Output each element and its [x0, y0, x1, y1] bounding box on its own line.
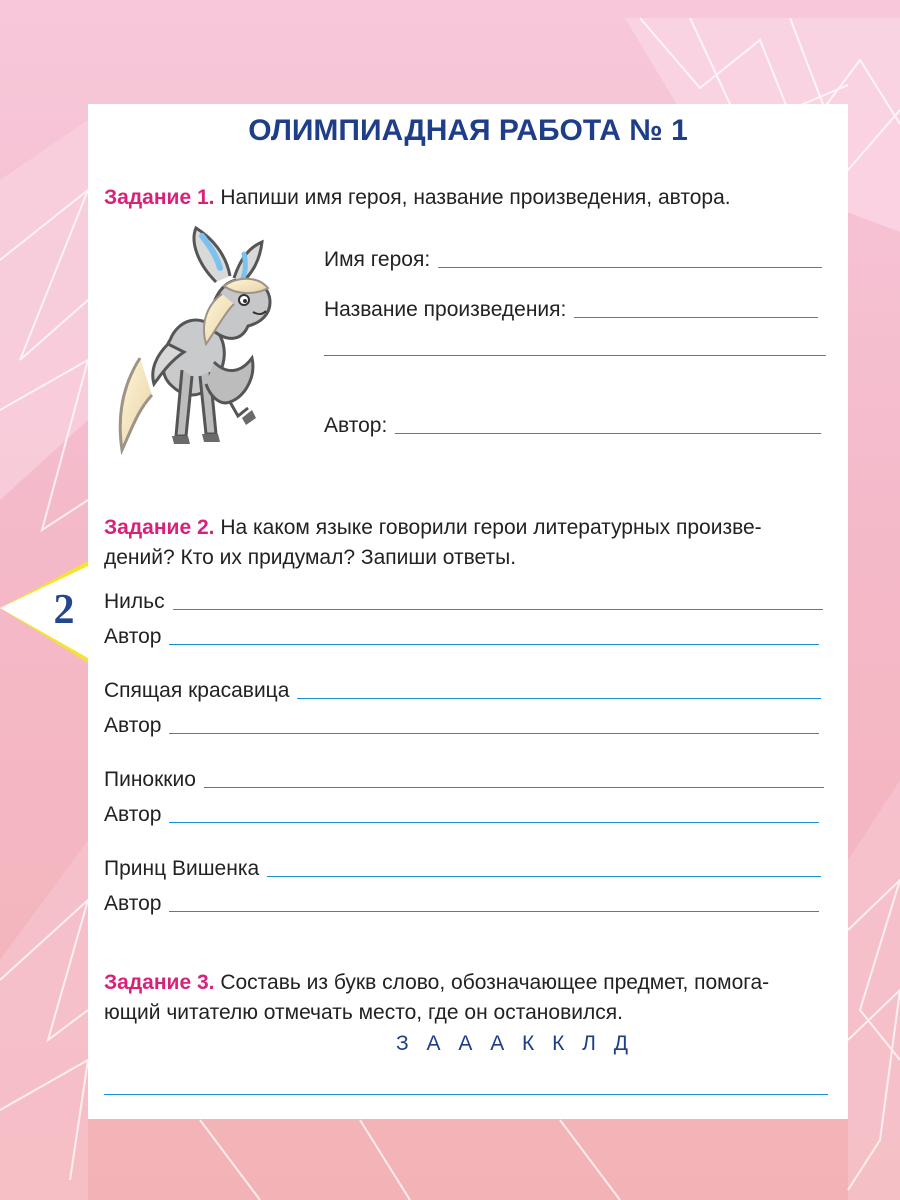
sleeping-beauty-row	[104, 679, 821, 703]
work-title-label: Название произведения:	[324, 298, 567, 321]
work-title-field[interactable]	[574, 317, 818, 318]
task-3-line-2: ющий читателю отмечать место, где он остановился.	[104, 1001, 623, 1024]
pinocchio-author-label: Автор	[104, 803, 162, 826]
task-1-instruction	[104, 183, 834, 213]
pinocchio-author-field[interactable]	[169, 822, 819, 823]
work-title-second-line[interactable]	[324, 355, 826, 356]
pinocchio-label: Пиноккио	[104, 768, 196, 791]
prince-cherry-author-label: Автор	[104, 892, 162, 915]
task-3-instruction	[104, 968, 834, 1028]
author-label: Автор:	[324, 414, 388, 437]
hero-name-field[interactable]	[438, 267, 822, 268]
pinocchio-row	[104, 768, 824, 792]
nils-author-field[interactable]	[169, 644, 819, 645]
task-2-line-2: дений? Кто их придумал? Запиши ответы.	[104, 546, 517, 569]
prince-cherry-label: Принц Вишенка	[104, 857, 260, 880]
sleeping-beauty-author-label: Автор	[104, 714, 162, 737]
author-row	[324, 414, 821, 438]
sleeping-beauty-answer-field[interactable]	[297, 698, 821, 699]
hero-name-label: Имя героя:	[324, 248, 431, 271]
hero-name-row	[324, 248, 822, 272]
task-3-line-1: Составь из букв слово, обозначающее предмет, помога-	[220, 971, 770, 994]
sleeping-beauty-label: Спящая красавица	[104, 679, 290, 702]
task-1-label: Задание 1.	[104, 186, 215, 209]
nils-author-row	[104, 625, 819, 649]
pinocchio-answer-field[interactable]	[204, 787, 824, 788]
prince-cherry-author-row	[104, 892, 819, 916]
horse-illustration	[98, 220, 282, 466]
prince-cherry-row	[104, 857, 821, 881]
page-title: ОЛИМПИАДНАЯ РАБОТА № 1	[248, 114, 688, 147]
task-3-answer-field[interactable]	[104, 1094, 828, 1095]
nils-label: Нильс	[104, 590, 165, 613]
task-3-label: Задание 3.	[104, 971, 215, 994]
sleeping-beauty-author-field[interactable]	[169, 733, 819, 734]
prince-cherry-author-field[interactable]	[169, 911, 819, 912]
sleeping-beauty-author-row	[104, 714, 819, 738]
prince-cherry-answer-field[interactable]	[267, 876, 821, 877]
author-field[interactable]	[395, 433, 821, 434]
task-2-label: Задание 2.	[104, 516, 215, 539]
task-1-text: Напиши имя героя, название произведения, автора.	[220, 186, 731, 209]
nils-row	[104, 590, 823, 614]
scrambled-letters: З А А А К К Л Д	[396, 1032, 635, 1055]
nils-answer-field[interactable]	[173, 609, 823, 610]
task-2-line-1: На каком языке говорили герои литературных произве-	[220, 516, 762, 539]
work-title-row	[324, 298, 818, 322]
task-2-instruction	[104, 513, 834, 573]
page-number: 2	[53, 587, 75, 633]
nils-author-label: Автор	[104, 625, 162, 648]
pinocchio-author-row	[104, 803, 819, 827]
